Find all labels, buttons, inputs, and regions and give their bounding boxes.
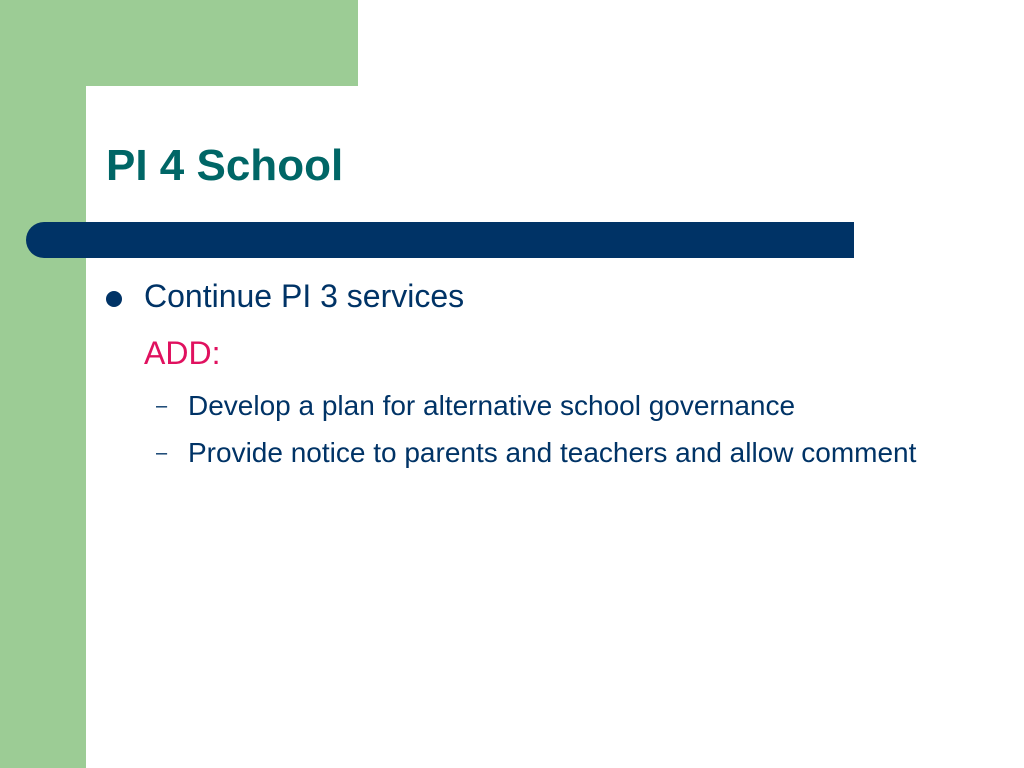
- sub-bullet-text: Develop a plan for alternative school governance: [188, 390, 796, 421]
- title-underline-bar: [26, 222, 854, 258]
- green-decoration-top: [0, 0, 358, 86]
- bullet-text: Continue PI 3 services: [144, 278, 465, 314]
- slide-title: PI 4 School: [106, 141, 344, 190]
- bullet-item: [106, 276, 464, 316]
- sub-bullet-item: [156, 433, 956, 473]
- dash-icon: –: [156, 395, 168, 417]
- add-label: ADD:: [144, 335, 221, 371]
- dash-icon: –: [156, 442, 168, 464]
- sub-bullet-list: [156, 386, 956, 480]
- sub-bullet-item: [156, 386, 956, 426]
- sub-bullet-text: Provide notice to parents and teachers and allow comment: [188, 437, 917, 468]
- bullet-dot-icon: [106, 291, 122, 307]
- green-decoration-left: [0, 0, 86, 768]
